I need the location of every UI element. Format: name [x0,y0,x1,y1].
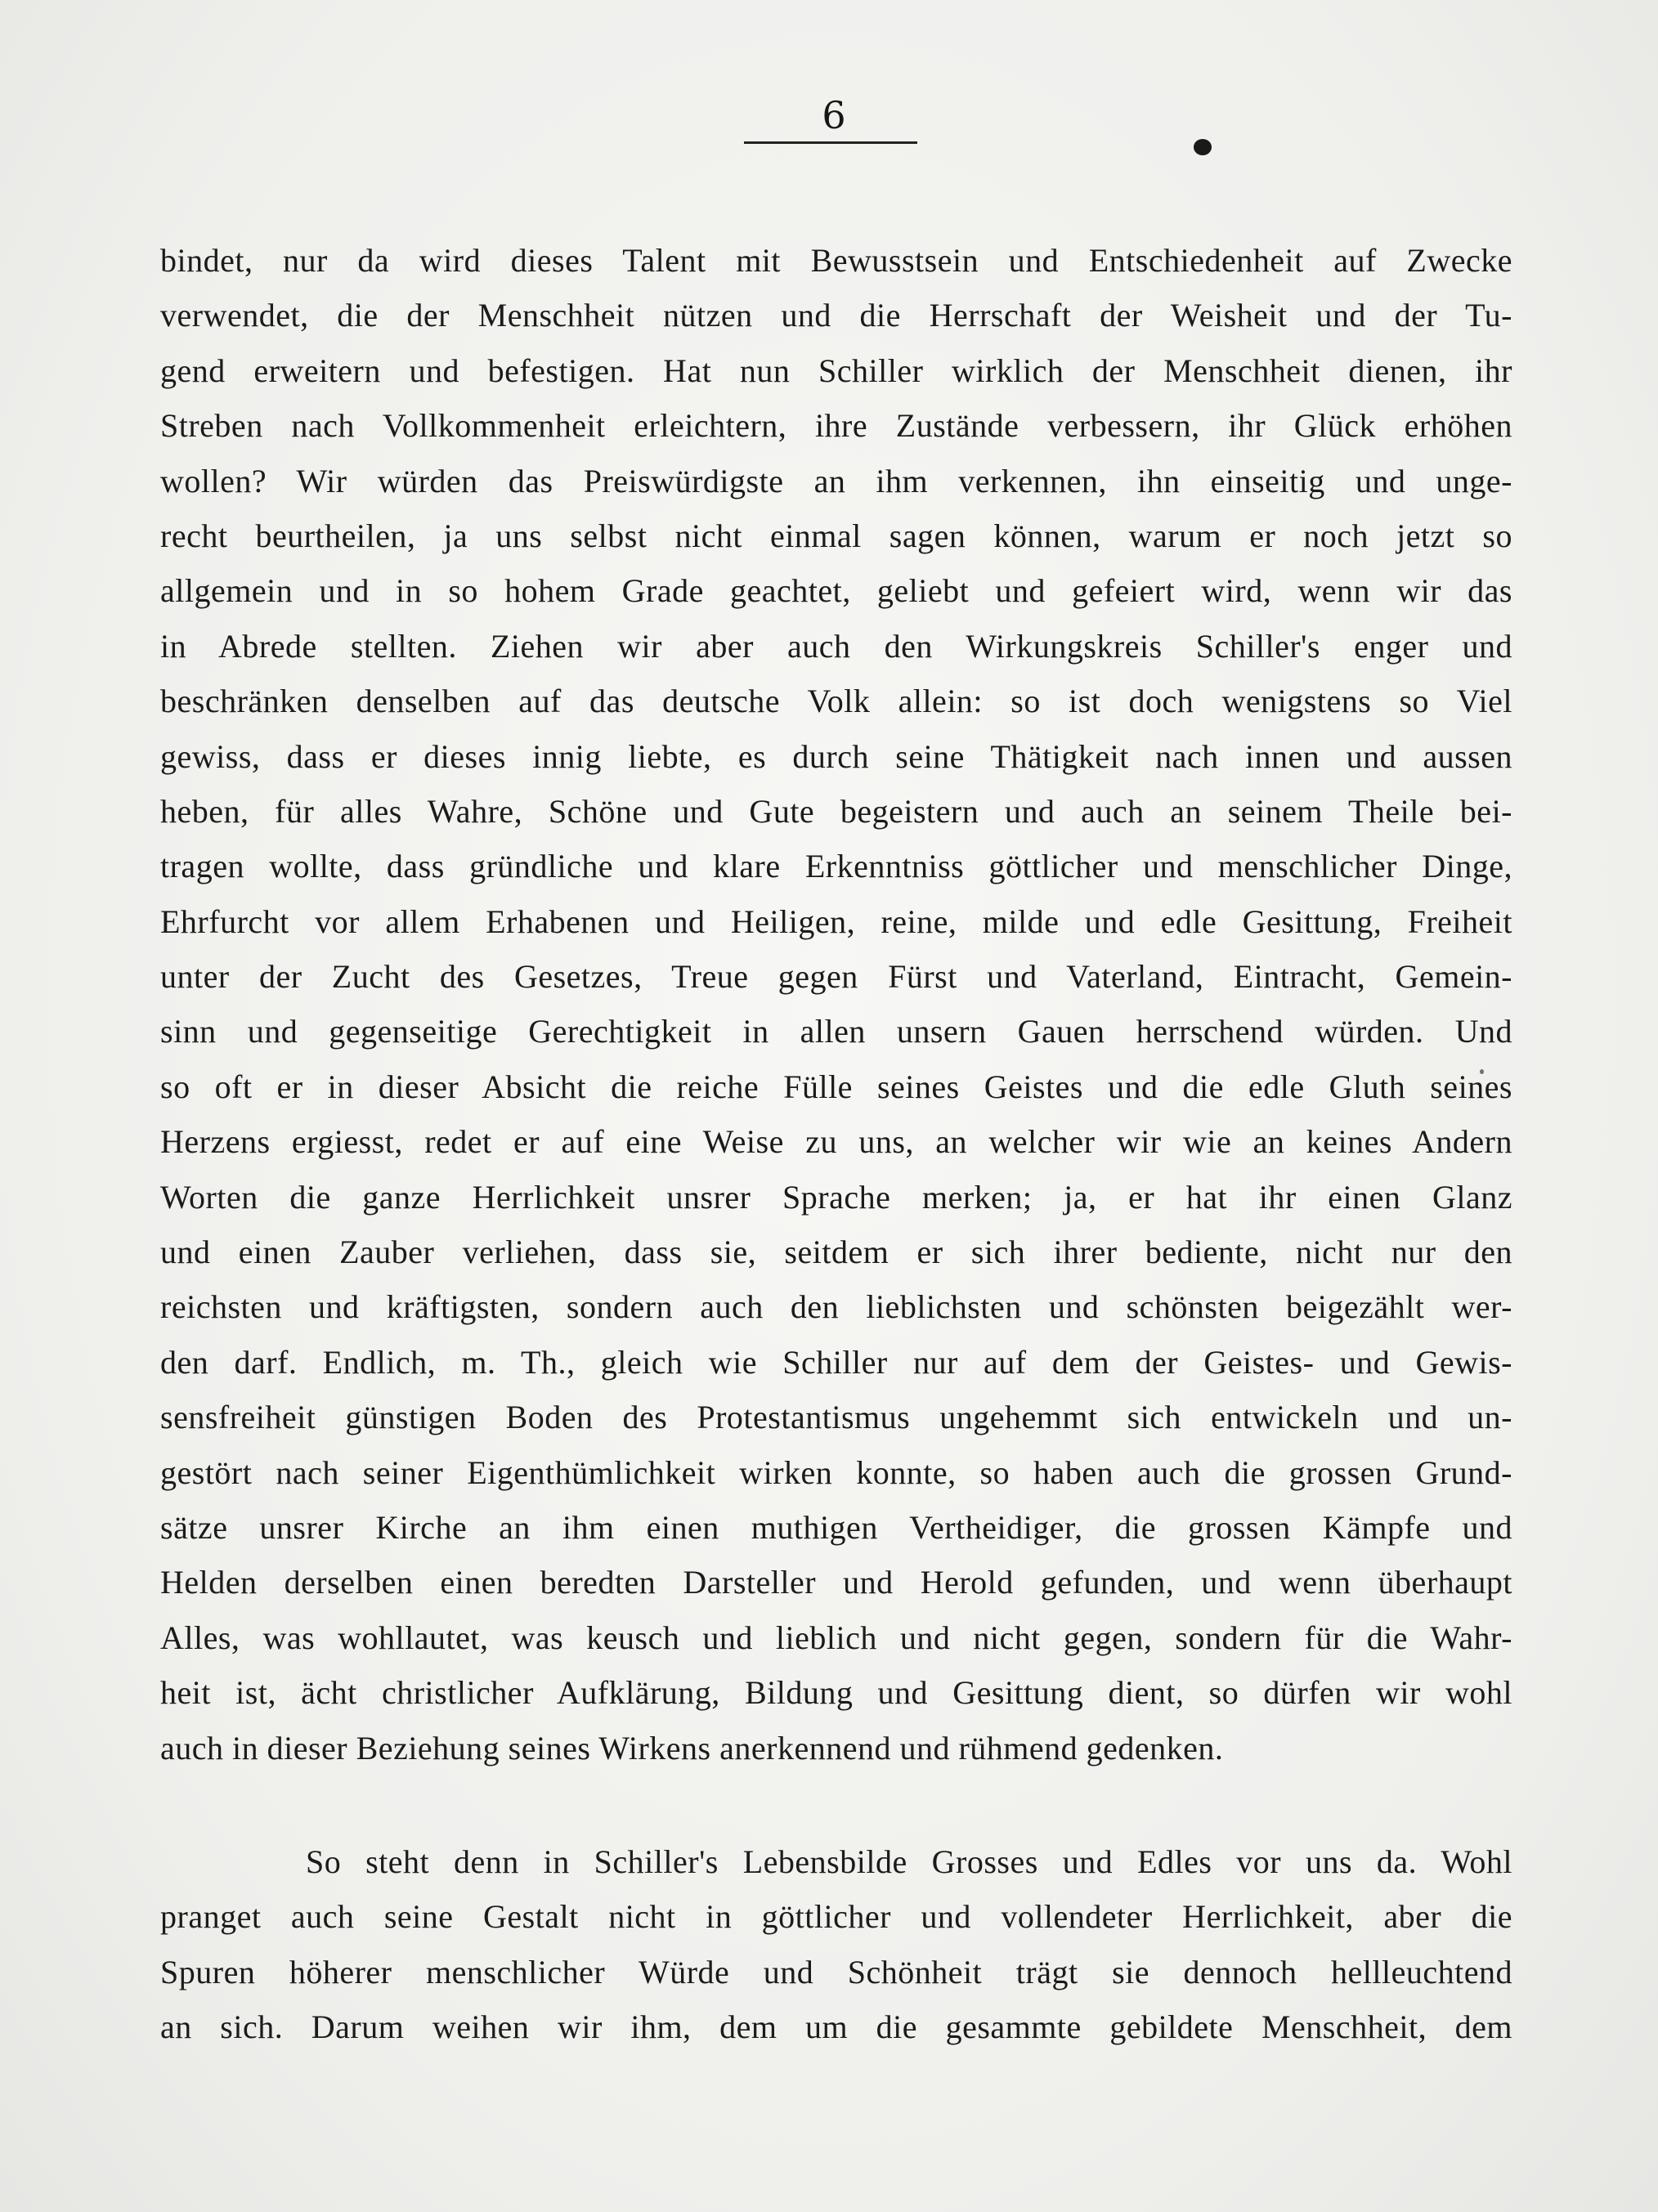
text-line: in Abrede stellten. Ziehen wir aber auch den Wirkungskreis Schiller's enger und [160,627,1512,665]
text-line: sätze unsrer Kirche an ihm einen muthigen Vertheidiger, die grossen Kämpfe und [160,1508,1512,1546]
text-line: unter der Zucht des Gesetzes, Treue gegen Fürst und Vaterland, Eintracht, Gemein- [160,958,1512,996]
text-line: reichsten und kräftigsten, sondern auch den lieblichsten und schönsten beigezählt wer- [160,1288,1512,1326]
text-line: sinn und gegenseitige Gerechtigkeit in allen unsern Gauen herrschend würden. Und [160,1013,1512,1050]
text-line: sensfreiheit günstigen Boden des Protestantismus ungehemmt sich entwickeln und un- [160,1399,1512,1436]
text-line: Herzens ergiesst, redet er auf eine Weise zu uns, an welcher wir wie an keines Andern [160,1123,1512,1161]
paragraph-2 [160,1834,1512,2055]
text-line: heit ist, ächt christlicher Aufklärung, Bildung und Gesittung dient, so dürfen wir wohl [160,1674,1512,1712]
text-line: gend erweitern und befestigen. Hat nun Schiller wirklich der Menschheit dienen, ihr [160,352,1512,389]
text-line: Spuren höherer menschlicher Würde und Schönheit trägt sie dennoch hellleuchtend [160,1953,1512,1990]
text-line: an sich. Darum weihen wir ihm, dem um die gesammte gebildete Menschheit, dem [160,2008,1512,2046]
text-line: Ehrfurcht vor allem Erhabenen und Heiligen, reine, milde und edle Gesittung, Freiheit [160,902,1512,940]
ink-speck [1194,139,1212,155]
text-line: und einen Zauber verliehen, dass sie, seitdem er sich ihrer bediente, nicht nur den [160,1234,1512,1271]
text-line: heben, für alles Wahre, Schöne und Gute begeistern und auch an seinem Theile bei- [160,792,1512,830]
page-number: 6 [822,93,846,137]
paragraph-1 [160,233,1512,1775]
text-line: bindet, nur da wird dieses Talent mit Bewusstsein und Entschiedenheit auf Zwecke [160,242,1512,279]
page-number-rule [744,141,917,144]
text-line: Helden derselben einen beredten Darsteller und Herold gefunden, und wenn überhaupt [160,1564,1512,1601]
text-line: auch in dieser Beziehung seines Wirkens anerkennend und rühmend gedenken. [160,1729,1224,1766]
text-line: Alles, was wohllautet, was keusch und lieblich und nicht gegen, sondern für die Wahr- [160,1619,1512,1656]
text-line: Worten die ganze Herrlichkeit unsrer Sprache merken; ja, er hat ihr einen Glanz [160,1178,1512,1216]
text-line: pranget auch seine Gestalt nicht in göttlicher und vollendeter Herrlichkeit, aber die [160,1898,1512,1936]
text-line: wollen? Wir würden das Preiswürdigste an ihm verkennen, ihn einseitig und unge- [160,462,1512,499]
text-line: recht beurtheilen, ja uns selbst nicht einmal sagen können, warum er noch jetzt so [160,517,1512,554]
text-line: gewiss, dass er dieses innig liebte, es durch seine Thätigkeit nach innen und aussen [160,737,1512,775]
text-line: allgemein und in so hohem Grade geachtet, geliebt und gefeiert wird, wenn wir das [160,572,1512,610]
text-line: So steht denn in Schiller's Lebensbilde Grosses und Edles vor uns da. Wohl [306,1843,1512,1880]
text-line: so oft er in dieser Absicht die reiche Fülle seines Geistes und die edle Gluth seines [160,1068,1512,1105]
text-line: verwendet, die der Menschheit nützen und die Herrschaft der Weisheit und der Tu- [160,297,1512,334]
text-line: den darf. Endlich, m. Th., gleich wie Schiller nur auf dem der Geistes- und Gewis- [160,1343,1512,1381]
text-line: beschränken denselben auf das deutsche Volk allein: so ist doch wenigstens so Viel [160,683,1512,720]
text-line: Streben nach Vollkommenheit erleichtern, ihre Zustände verbessern, ihr Glück erhöhen [160,407,1512,445]
text-line: gestört nach seiner Eigenthümlichkeit wirken konnte, so haben auch die grossen Grund- [160,1453,1512,1491]
text-line: tragen wollte, dass gründliche und klare Erkenntniss göttlicher und menschlicher Dinge, [160,848,1512,885]
